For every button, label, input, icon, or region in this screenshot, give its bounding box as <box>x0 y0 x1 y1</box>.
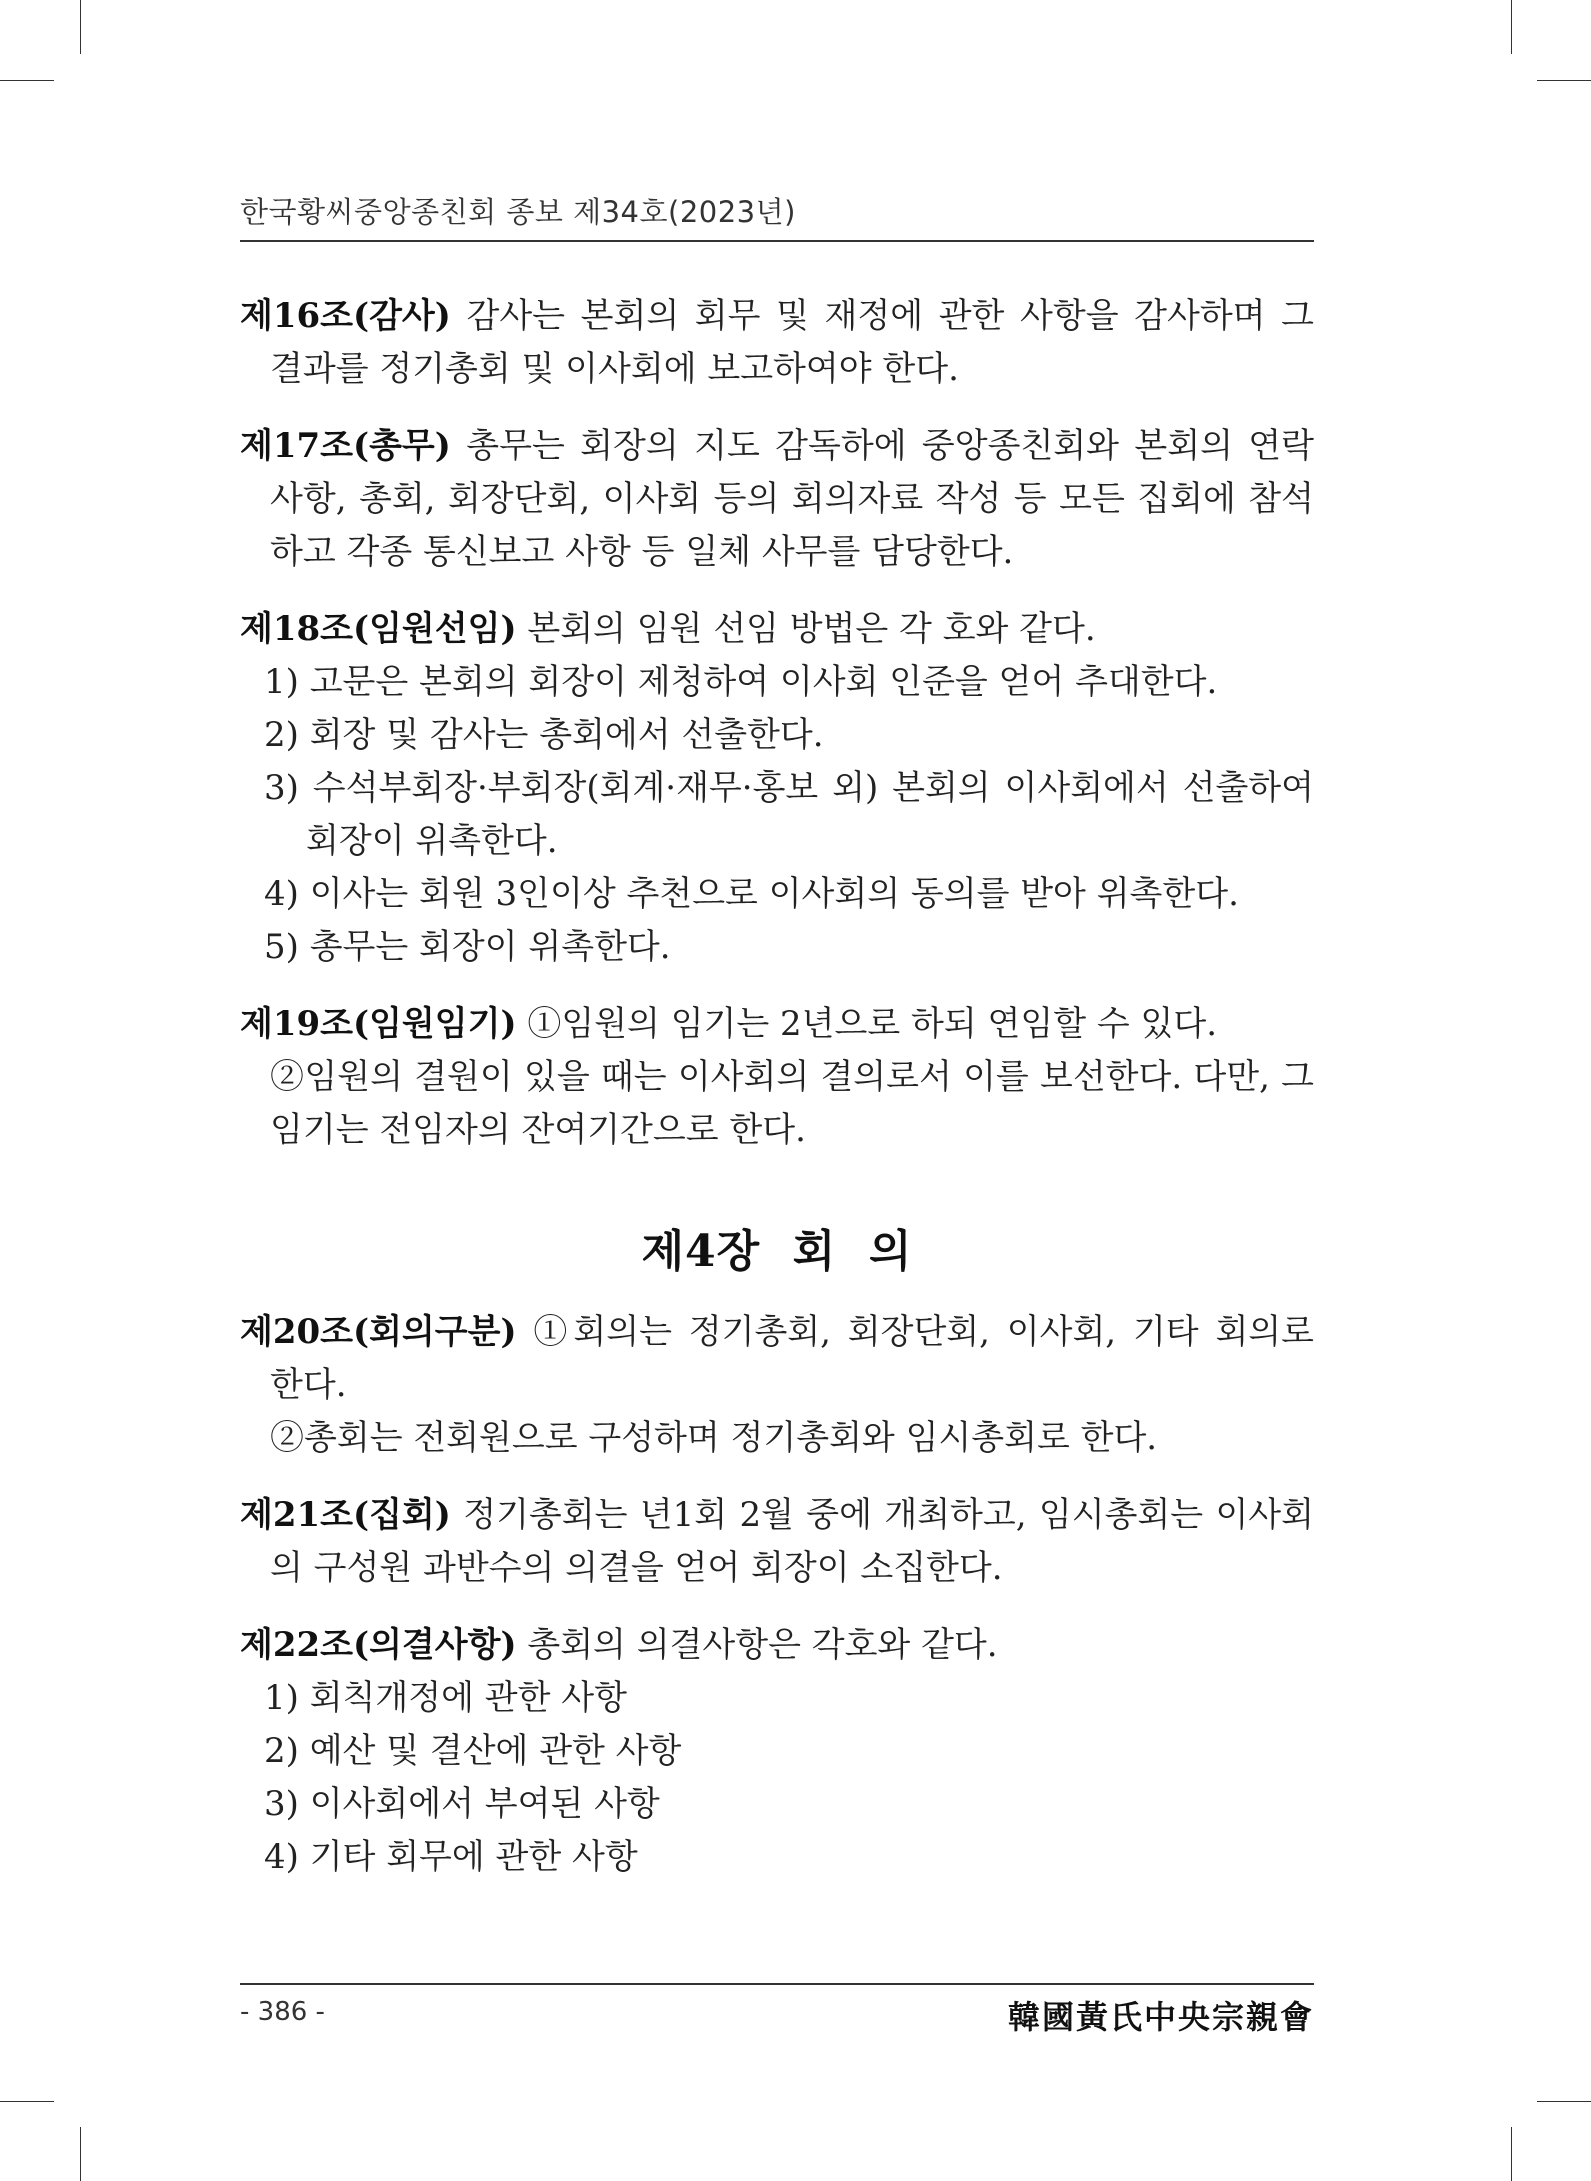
list-item: 3) 이사회에서 부여된 사항 <box>264 1784 660 1824</box>
crop-mark <box>0 2101 54 2102</box>
article-17 <box>240 420 1314 579</box>
article-text: 총무는 회장의 지도 감독하에 중앙종친회와 본회의 연락사항, 총회, 회장단회, 이사회 등의 회의자료 작성 등 모든 집회에 참석하고 각종 통신보고 사항 등 일체 사무를 담당한다. <box>270 426 1314 572</box>
crop-mark <box>80 2127 81 2181</box>
list-item: 4) 기타 회무에 관한 사항 <box>264 1837 638 1877</box>
crop-mark <box>1511 0 1512 54</box>
list-item: 2) 회장 및 감사는 총회에서 선출한다. <box>264 715 824 755</box>
sub-paragraph: ②총회는 전회원으로 구성하며 정기총회와 임시총회로 한다. <box>270 1418 1158 1458</box>
article-text: ①임원의 임기는 2년으로 하되 연임할 수 있다. <box>516 1004 1218 1044</box>
crop-mark <box>0 80 54 81</box>
crop-mark <box>1537 80 1591 81</box>
list-item: 1) 고문은 본회의 회장이 제청하여 이사회 인준을 얻어 추대한다. <box>264 662 1218 702</box>
chapter-heading <box>240 1225 1314 1278</box>
article-title: 제18조(임원선임) <box>240 609 517 649</box>
article-title: 제16조(감사) <box>240 296 451 336</box>
sub-paragraph: ②임원의 결원이 있을 때는 이사회의 결의로서 이를 보선한다. 다만, 그 임기는 전임자의 잔여기간으로 한다. <box>270 1057 1314 1150</box>
article-18 <box>240 603 1314 974</box>
article-16 <box>240 290 1314 396</box>
article-title: 제19조(임원임기) <box>240 1004 517 1044</box>
footer-divider <box>240 1983 1314 1985</box>
chapter-title: 제4장 회 의 <box>641 1226 913 1277</box>
article-19 <box>240 998 1314 1157</box>
article-22 <box>240 1619 1314 1884</box>
article-text: 본회의 임원 선임 방법은 각 호와 같다. <box>516 609 1096 649</box>
article-text: 감사는 본회의 회무 및 재정에 관한 사항을 감사하며 그 결과를 정기총회 및 이사회에 보고하여야 한다. <box>270 296 1314 389</box>
article-title: 제17조(총무) <box>240 426 451 466</box>
document-body <box>240 290 1314 1908</box>
list-item: 4) 이사는 회원 3인이상 추천으로 이사회의 동의를 받아 위촉한다. <box>264 874 1239 914</box>
article-text: ①회의는 정기총회, 회장단회, 이사회, 기타 회의로 한다. <box>270 1312 1314 1405</box>
header-divider <box>240 240 1314 242</box>
article-title: 제21조(집회) <box>240 1495 451 1535</box>
article-title: 제22조(의결사항) <box>240 1625 517 1665</box>
list-item: 1) 회칙개정에 관한 사항 <box>264 1678 627 1718</box>
article-text: 총회의 의결사항은 각호와 같다. <box>516 1625 998 1665</box>
article-text: 정기총회는 년1회 2월 중에 개최하고, 임시총회는 이사회의 구성원 과반수의 의결을 얻어 회장이 소집한다. <box>270 1495 1314 1588</box>
page-number: - 386 - <box>240 1997 325 2027</box>
list-item: 3) 수석부회장·부회장(회계·재무·홍보 외) 본회의 이사회에서 선출하여 회장이 위촉한다. <box>264 768 1314 861</box>
article-21 <box>240 1489 1314 1595</box>
list-item: 2) 예산 및 결산에 관한 사항 <box>264 1731 682 1771</box>
article-title: 제20조(회의구분) <box>240 1312 517 1352</box>
crop-mark <box>80 0 81 54</box>
footer-organization: 韓國黃氏中央宗親會 <box>1007 1998 1314 2036</box>
crop-mark <box>1537 2101 1591 2102</box>
running-header: 한국황씨중앙종친회 종보 제34호(2023년) <box>240 195 796 229</box>
crop-mark <box>1511 2127 1512 2181</box>
list-item: 5) 총무는 회장이 위촉한다. <box>264 927 671 967</box>
article-20 <box>240 1306 1314 1465</box>
